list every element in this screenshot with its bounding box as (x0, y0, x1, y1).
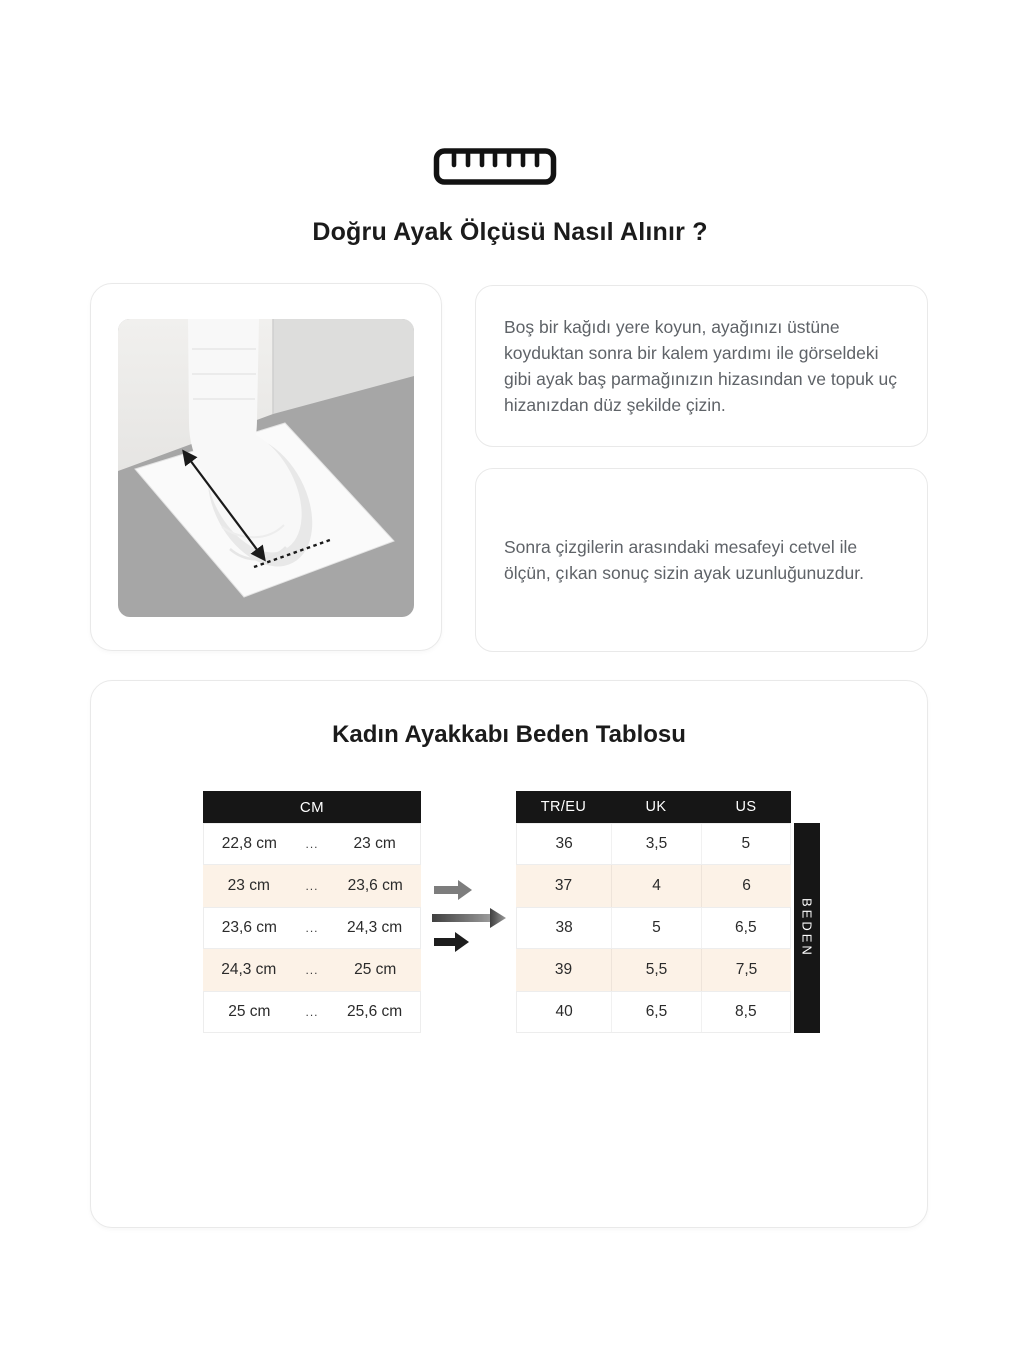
size-table-row (516, 949, 791, 991)
cm-table (203, 791, 421, 1033)
size-uk: 3,5 (611, 824, 700, 864)
size-us: 7,5 (701, 949, 791, 991)
size-tr-eu: 39 (554, 961, 573, 978)
cm-table-row (203, 907, 421, 949)
instruction-step2-text: Sonra çizgilerin arasındaki mesafeyi cetvel ile ölçün, çıkan sonuç sizin ayak uzunluğunuzdur. (504, 537, 864, 583)
measure-photo-card (90, 283, 442, 651)
size-us: 6,5 (701, 908, 790, 948)
size-uk: 4 (611, 865, 701, 907)
cm-max: 25,6 cm (347, 1003, 403, 1020)
cm-table-header: CM (203, 791, 421, 823)
instruction-step2-box (475, 468, 928, 652)
cm-table-row (203, 823, 421, 865)
col-header-uk: UK (645, 799, 667, 815)
size-table-header-row (516, 791, 791, 823)
size-uk: 5 (611, 908, 700, 948)
ruler-icon (433, 147, 557, 187)
cm-min: 23,6 cm (221, 919, 277, 936)
international-size-table (516, 791, 791, 1033)
range-dots: ... (305, 879, 319, 893)
size-uk: 6,5 (611, 992, 700, 1032)
cm-max: 23,6 cm (347, 877, 403, 894)
cm-max: 24,3 cm (347, 919, 403, 936)
cm-table-row (203, 991, 421, 1033)
size-tr-eu: 36 (555, 835, 573, 852)
cm-min: 23 cm (227, 877, 270, 894)
size-table-row (516, 991, 791, 1033)
cm-max: 25 cm (354, 961, 397, 978)
cm-min: 25 cm (228, 1003, 271, 1020)
cm-max: 23 cm (353, 835, 396, 852)
size-section-title: Kadın Ayakkabı Beden Tablosu (332, 721, 686, 748)
instruction-step1-text: Boş bir kağıdı yere koyun, ayağınızı üstüne koyduktan sonra bir kalem yardımı ile görseldeki gibi ayak baş parmağınızın hizasından ve topuk uç hizanızdan düz şekilde çizin. (504, 317, 898, 415)
size-table-card (90, 680, 928, 1228)
range-dots: ... (305, 837, 319, 851)
cm-min: 22,8 cm (221, 835, 277, 852)
size-us: 8,5 (701, 992, 790, 1032)
col-header-tr-eu: TR/EU (540, 799, 587, 815)
size-tr-eu: 37 (554, 877, 573, 894)
col-header-us: US (735, 799, 757, 815)
size-table-row (516, 865, 791, 907)
cm-min: 24,3 cm (221, 961, 277, 978)
foot-measure-photo (118, 319, 414, 617)
range-dots: ... (305, 1005, 319, 1019)
cm-table-row (203, 865, 421, 907)
size-table-row (516, 823, 791, 865)
size-table-row (516, 907, 791, 949)
size-us: 6 (701, 865, 791, 907)
size-tr-eu: 40 (555, 1003, 573, 1020)
size-us: 5 (701, 824, 790, 864)
cm-table-row (203, 949, 421, 991)
instruction-step1-box (475, 285, 928, 447)
mapping-arrows-icon (426, 876, 516, 956)
size-uk: 5,5 (611, 949, 701, 991)
beden-side-label (794, 823, 820, 1033)
size-tr-eu: 38 (555, 919, 573, 936)
page-title: Doğru Ayak Ölçüsü Nasıl Alınır ? (312, 218, 708, 246)
beden-side-label-text: BEDEN (799, 898, 815, 958)
range-dots: ... (305, 921, 319, 935)
range-dots: ... (305, 963, 319, 977)
